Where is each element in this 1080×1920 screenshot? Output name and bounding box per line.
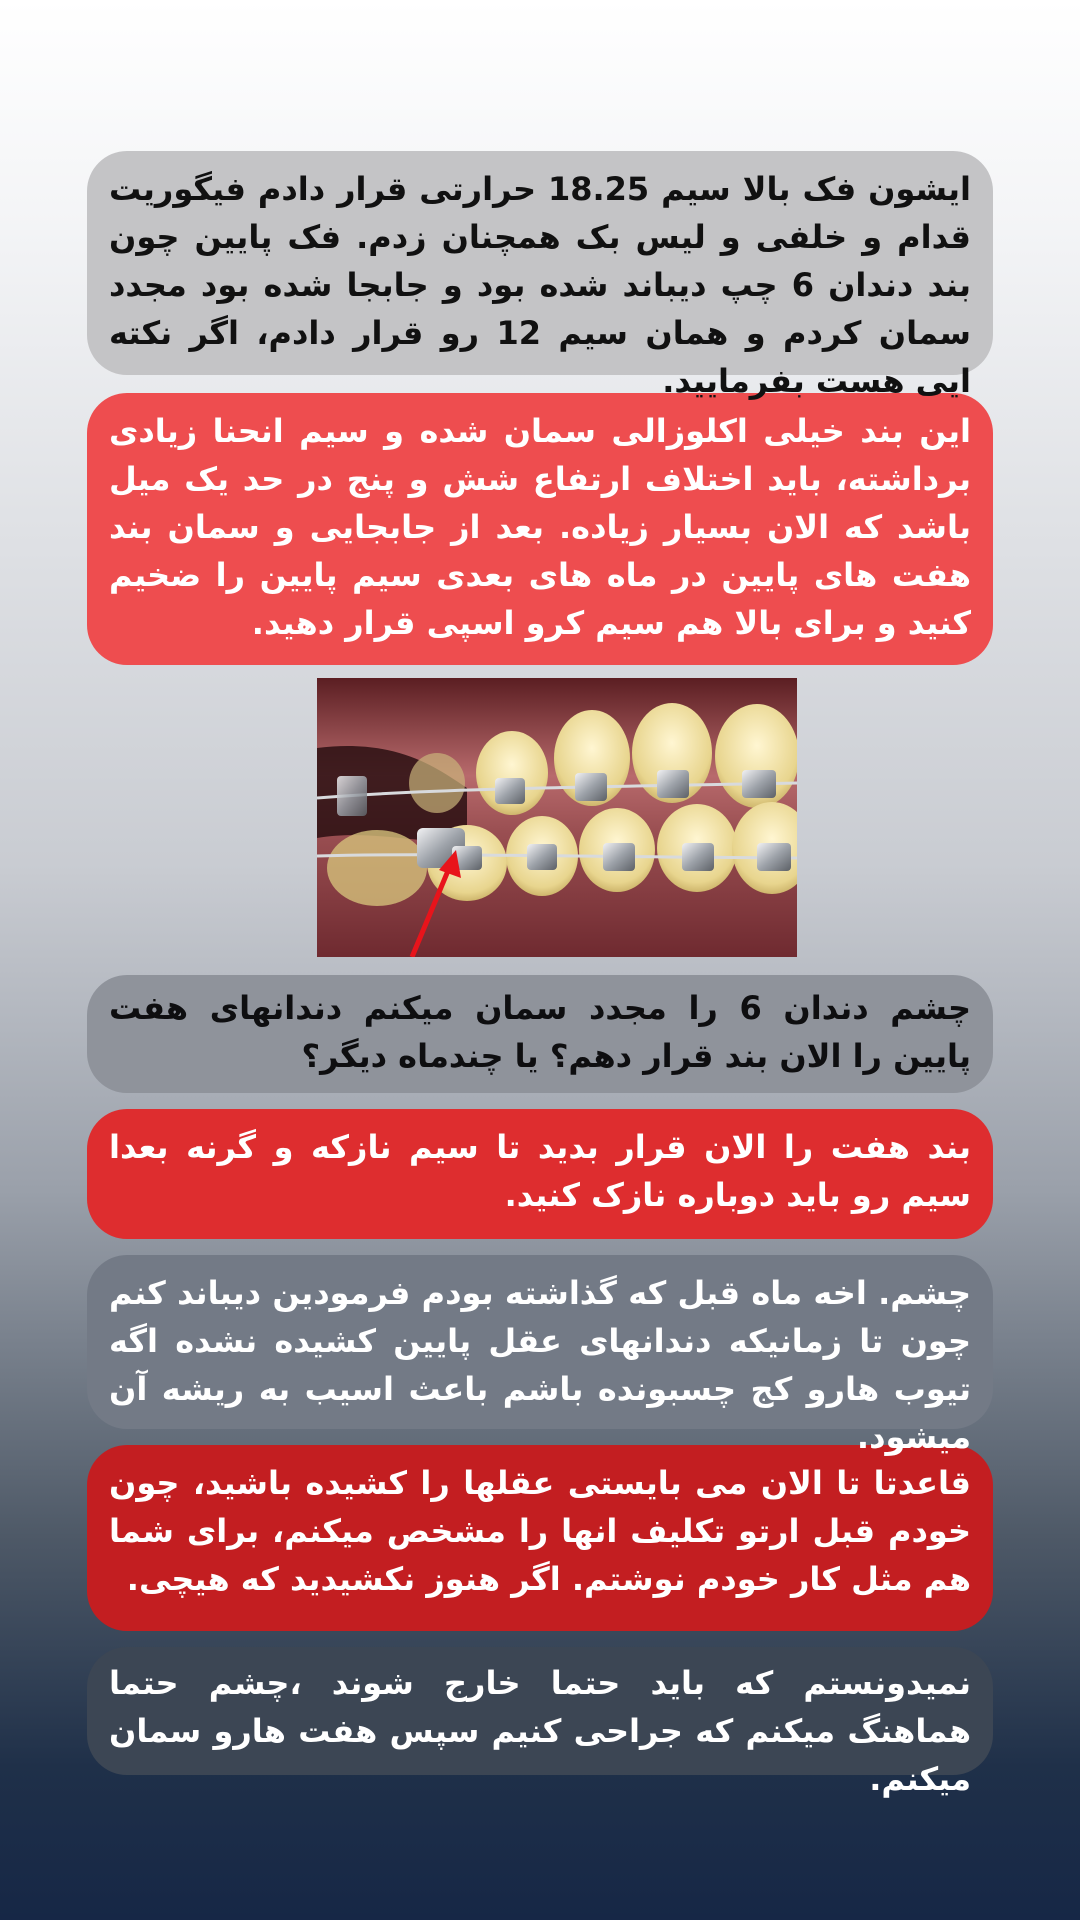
question-bubble-1: ایشون فک بالا سیم 18.25 حرارتی قرار دادم فیگوریت قدام و خلفی و لیس بک همچنان زدم. فک پایین چون بند دندان 6 چپ دیباند شده بود و جابجا شده بود مجدد سمان کردم و همان سیم 12 رو قرار دادم، اگر نکته ایی هست بفرمایید.: [87, 151, 993, 375]
question-bubble-3: چشم. اخه ماه قبل که گذاشته بودم فرمودین دیباند کنم چون تا زمانیکه دندانهای عقل پایین کشیده نشده اگه تیوب هارو کج چسبونده باشم باعث اسیب به ریشه آن میشود.: [87, 1255, 993, 1429]
answer-bubble-1: این بند خیلی اکلوزالی سمان شده و سیم انحنا زیادی برداشته، باید اختلاف ارتفاع شش و پنج در حد یک میل باشد که الان بسیار زیاده. بعد از جابجایی و سمان بند هفت های پایین در ماه های بعدی سیم پایین را ضخیم کنید و برای بالا هم سیم کرو اسپی قرار دهید.: [87, 393, 993, 665]
answer-bubble-3: قاعدتا تا الان می بایستی عقلها را کشیده باشید، چون خودم قبل ارتو تکلیف انها را مشخص میکنم، برای شما هم مثل کار خودم نوشتم. اگر هنوز نکشیدید که هیچی.: [87, 1445, 993, 1631]
chat-thread: [87, 151, 993, 665]
braces-photo: [317, 678, 797, 957]
braces-illustration: [317, 678, 797, 957]
answer-bubble-2: بند هفت را الان قرار بدید تا سیم نازکه و گرنه بعدا سیم رو باید دوباره نازک کنید.: [87, 1109, 993, 1239]
chat-thread-continued: [87, 975, 993, 1798]
question-bubble-2: چشم دندان 6 را مجدد سمان میکنم دندانهای هفت پایین را الان بند قرار دهم؟ یا چندماه دیگر؟: [87, 975, 993, 1093]
question-bubble-4: نمیدونستم که باید حتما خارج شوند ،چشم حتما هماهنگ میکنم که جراحی کنیم سپس هفت هارو سمان میکنم.: [87, 1647, 993, 1775]
